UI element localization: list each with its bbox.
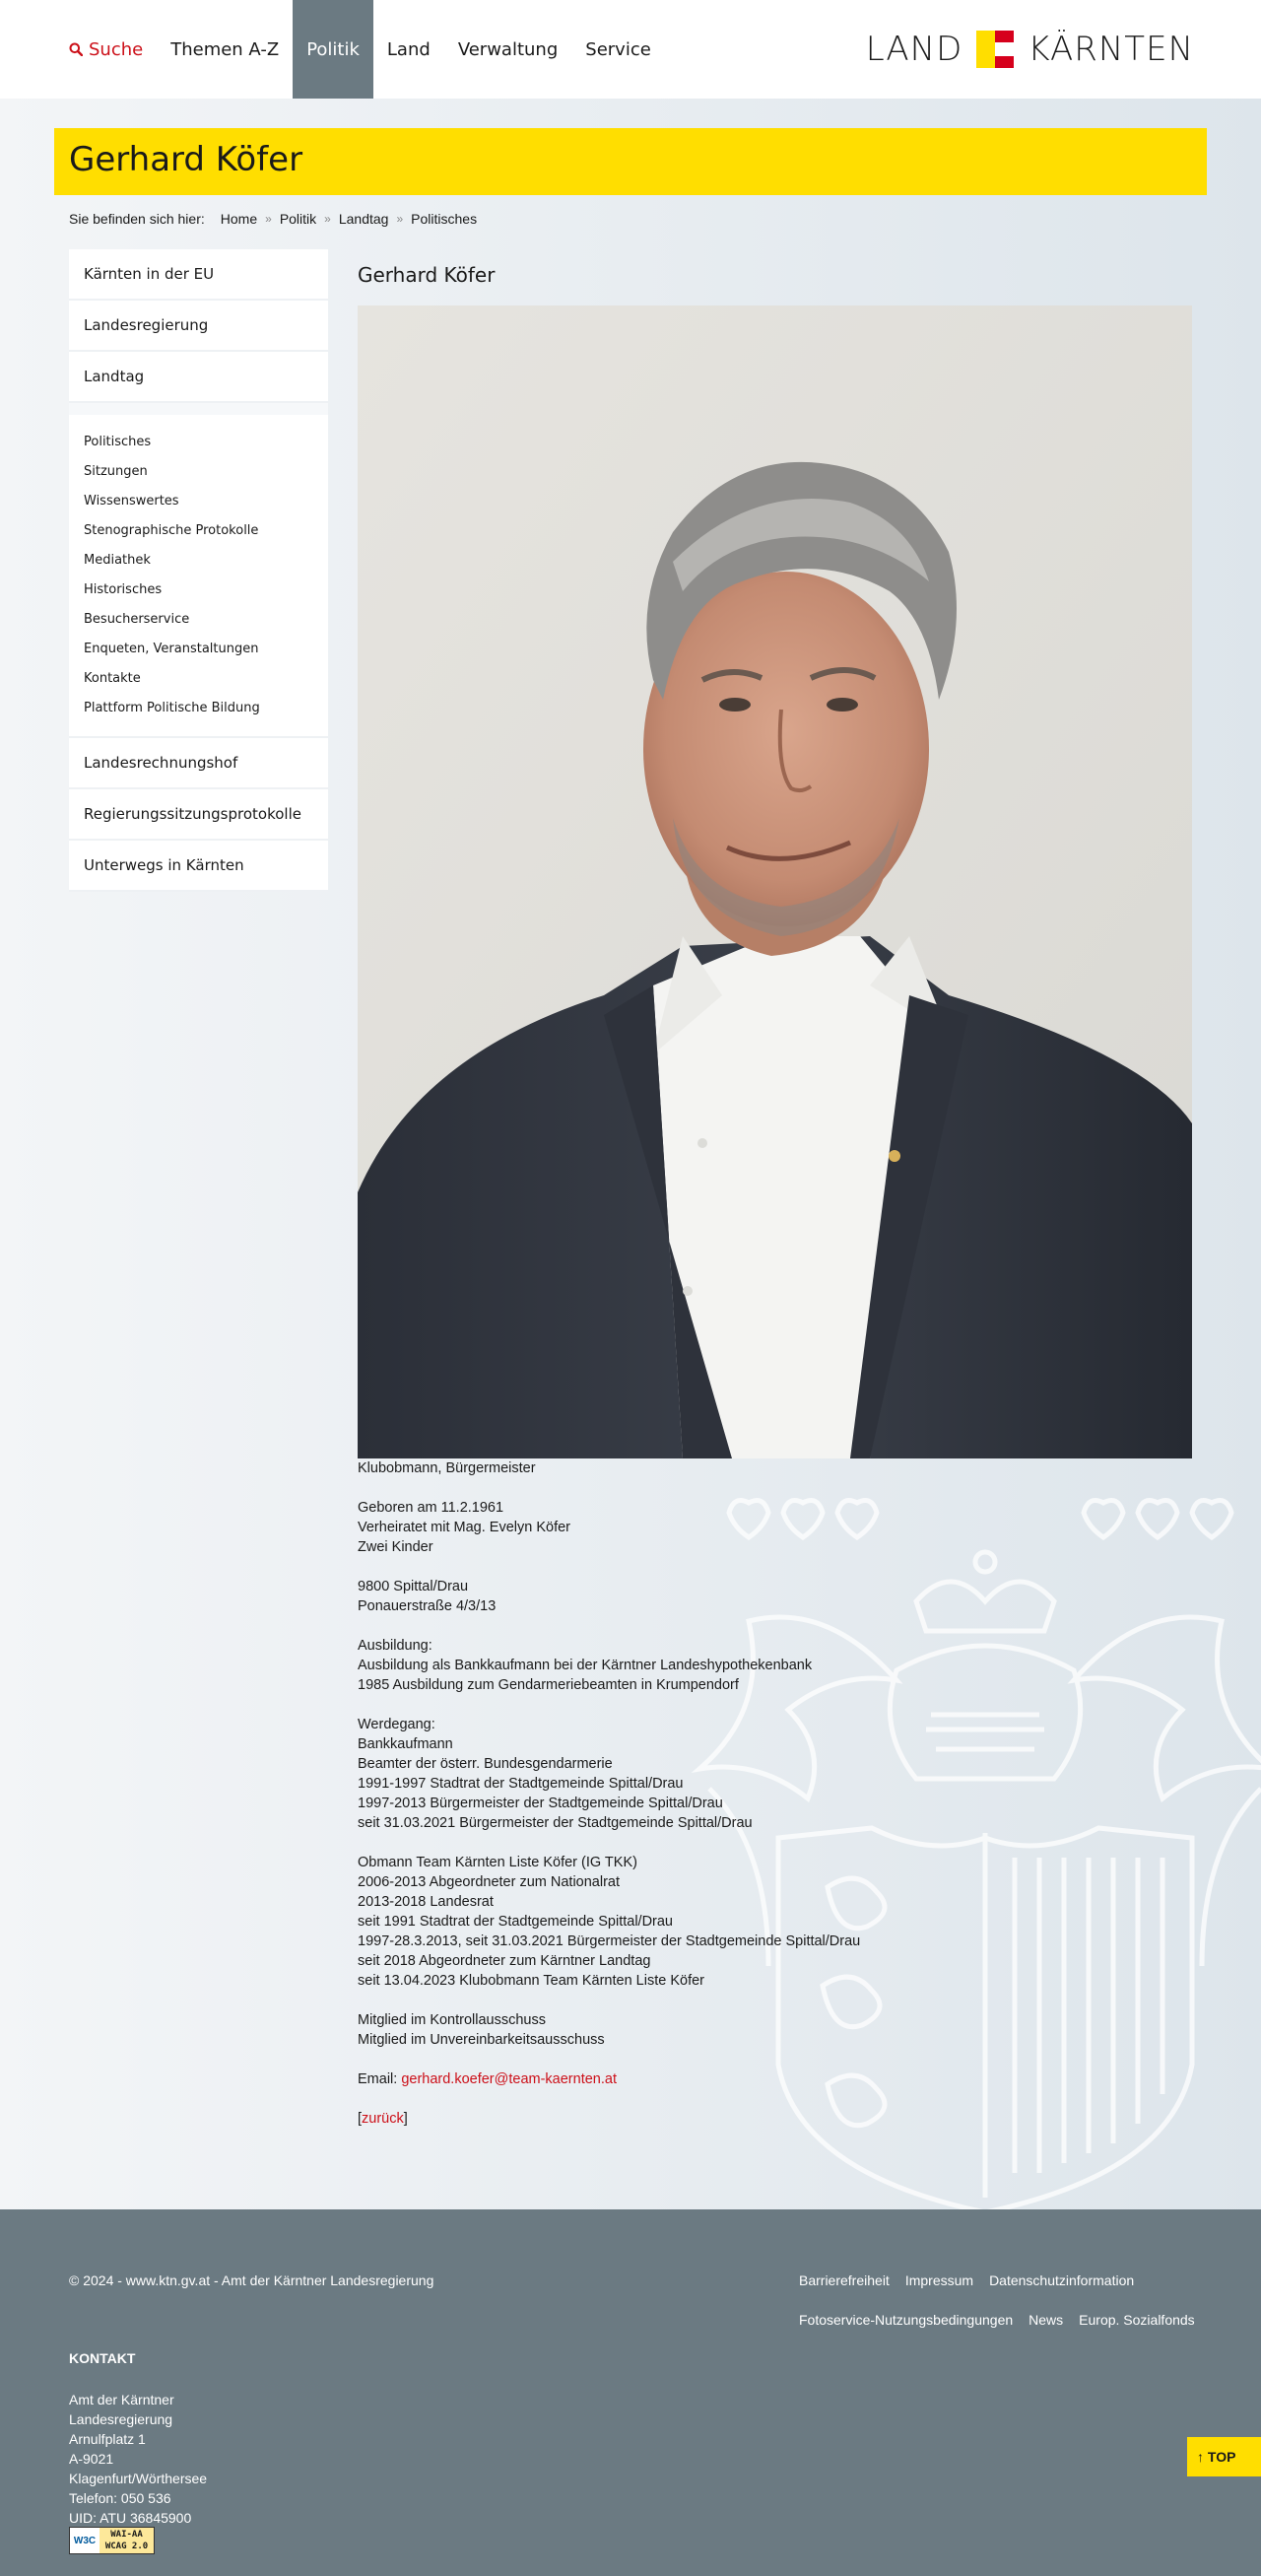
nav-politik[interactable]: Politik xyxy=(293,0,373,99)
sidebar-subitem-besucherservice[interactable]: Besucherservice xyxy=(84,611,190,627)
bio-career-line: Bankkaufmann xyxy=(358,1736,453,1752)
sidebar-subitem-protokolle[interactable]: Stenographische Protokolle xyxy=(84,522,259,538)
content-heading: Gerhard Köfer xyxy=(358,263,496,287)
site-logo[interactable] xyxy=(866,30,1194,69)
footer-link-impressum[interactable]: Impressum xyxy=(904,2272,974,2288)
main-nav xyxy=(69,0,665,99)
bio-career-line: Beamter der österr. Bundesgendarmerie xyxy=(358,1756,613,1772)
breadcrumb-home[interactable]: Home xyxy=(220,211,258,227)
wcag-level-label: WAI-AA xyxy=(110,2530,143,2540)
email-link[interactable]: gerhard.koefer@team-kaernten.at xyxy=(401,2071,617,2087)
kontakt-line: UID: ATU 36845900 xyxy=(69,2510,192,2526)
sidebar-submenu-landtag xyxy=(69,403,328,738)
sidebar-subitem-plattform[interactable]: Plattform Politische Bildung xyxy=(84,700,260,715)
logo-text-land: LAND xyxy=(865,30,963,69)
sidebar-item-landtag[interactable]: Landtag xyxy=(69,352,328,403)
breadcrumb-separator-icon: » xyxy=(265,212,272,226)
kontakt-line: Telefon: 050 536 xyxy=(69,2490,171,2506)
bio-career-line: 1997-2013 Bürgermeister der Stadtgemeinde Spittal/Drau xyxy=(358,1796,723,1811)
bio-function-line: seit 13.04.2023 Klubobmann Team Kärnten Liste Köfer xyxy=(358,1973,704,1989)
portrait-image xyxy=(358,305,1192,1458)
sidebar-item-landesregierung[interactable]: Landesregierung xyxy=(69,301,328,352)
bio-career-line: 1991-1997 Stadtrat der Stadtgemeinde Spittal/Drau xyxy=(358,1776,684,1792)
sidebar-subitem-mediathek[interactable]: Mediathek xyxy=(84,552,151,568)
sidebar-item-landesrechnungshof[interactable]: Landesrechnungshof xyxy=(69,738,328,789)
footer-link-fotoservice[interactable]: Fotoservice-Nutzungsbedingungen xyxy=(799,2312,1014,2328)
bio-personal-line: Verheiratet mit Mag. Evelyn Köfer xyxy=(358,1520,570,1535)
kontakt-line: Klagenfurt/Wörthersee xyxy=(69,2471,208,2486)
sidebar-subitem-kontakte[interactable]: Kontakte xyxy=(84,670,141,686)
site-footer xyxy=(0,2209,1261,2576)
sidebar-item-unterwegs[interactable]: Unterwegs in Kärnten xyxy=(69,841,328,892)
bio-function-line: 2013-2018 Landesrat xyxy=(358,1894,494,1910)
bio-personal-line: Geboren am 11.2.1961 xyxy=(358,1500,504,1516)
footer-kontakt-heading: KONTAKT xyxy=(69,2350,136,2366)
bio-function-line: 1997-28.3.2013, seit 31.03.2021 Bürgermeister der Stadtgemeinde Spittal/Drau xyxy=(358,1933,861,1949)
nav-service[interactable]: Service xyxy=(585,38,651,60)
sidebar-subitem-historisches[interactable]: Historisches xyxy=(84,581,163,597)
bio-function-line: seit 2018 Abgeordneter zum Kärntner Landtag xyxy=(358,1953,651,1969)
kontakt-line: Landesregierung xyxy=(69,2411,173,2427)
bio-role: Klubobmann, Bürgermeister xyxy=(358,1460,536,1476)
kontakt-line: A-9021 xyxy=(69,2451,114,2467)
breadcrumb-separator-icon: » xyxy=(324,212,331,226)
bio-career-line: seit 31.03.2021 Bürgermeister der Stadtgemeinde Spittal/Drau xyxy=(358,1815,753,1831)
footer-links xyxy=(799,2272,1213,2351)
bio-address-line: Ponauerstraße 4/3/13 xyxy=(358,1598,497,1614)
bio-address-line: 9800 Spittal/Drau xyxy=(358,1579,469,1594)
wcag-version-label: WCAG 2.0 xyxy=(104,2542,149,2551)
breadcrumb xyxy=(69,211,477,227)
bio-personal-line: Zwei Kinder xyxy=(358,1539,433,1555)
nav-search-label: Suche xyxy=(89,38,144,60)
logo-text-kaernten: KÄRNTEN xyxy=(1028,30,1194,69)
sidebar-item-regierungssitzungsprotokolle[interactable]: Regierungssitzungsprotokolle xyxy=(69,789,328,841)
wcag-badge[interactable] xyxy=(69,2527,155,2554)
nav-search[interactable] xyxy=(69,0,157,99)
search-icon xyxy=(69,42,83,56)
page-title-bar xyxy=(54,128,1207,195)
bio-function-line: Obmann Team Kärnten Liste Köfer (IG TKK) xyxy=(358,1855,637,1870)
footer-kontakt-address xyxy=(69,2390,207,2528)
bio-education-heading: Ausbildung: xyxy=(358,1638,432,1654)
sidebar-subitem-sitzungen[interactable]: Sitzungen xyxy=(84,463,148,479)
sidebar-subitem-wissenswertes[interactable]: Wissenswertes xyxy=(84,493,179,508)
back-bracket-close: ] xyxy=(403,2111,408,2127)
bio-education-line: Ausbildung als Bankkaufmann bei der Kärntner Landeshypothekenbank xyxy=(358,1658,813,1673)
sidebar-nav xyxy=(69,249,328,892)
w3c-logo-icon: W3C xyxy=(70,2528,100,2553)
kontakt-line: Arnulfplatz 1 xyxy=(69,2431,146,2447)
bio-committee-line: Mitglied im Kontrollausschuss xyxy=(358,2012,546,2028)
back-link-row xyxy=(358,2109,1192,2129)
kontakt-line: Amt der Kärntner xyxy=(69,2392,174,2407)
wcag-level xyxy=(100,2528,154,2553)
nav-verwaltung[interactable]: Verwaltung xyxy=(457,38,559,60)
footer-link-datenschutz[interactable]: Datenschutzinformation xyxy=(989,2272,1135,2288)
bio-career-heading: Werdegang: xyxy=(358,1717,435,1732)
sidebar-subitem-politisches[interactable]: Politisches xyxy=(84,434,152,449)
breadcrumb-politik[interactable]: Politik xyxy=(279,211,317,227)
nav-land[interactable]: Land xyxy=(386,38,431,60)
portrait-photo xyxy=(358,305,1192,1458)
back-to-top-button[interactable]: ↑ TOP xyxy=(1187,2437,1261,2476)
footer-link-news[interactable]: News xyxy=(1029,2312,1064,2328)
site-header xyxy=(0,0,1261,99)
bio-education-line: 1985 Ausbildung zum Gendarmeriebeamten in Krumpendorf xyxy=(358,1677,739,1693)
back-link[interactable]: zurück xyxy=(362,2111,404,2127)
carinthia-flag-icon xyxy=(976,31,1014,68)
breadcrumb-landtag[interactable]: Landtag xyxy=(338,211,389,227)
email-label: Email: xyxy=(358,2071,398,2087)
page-title: Gerhard Köfer xyxy=(69,140,303,179)
bio-function-line: seit 1991 Stadtrat der Stadtgemeinde Spittal/Drau xyxy=(358,1914,673,1930)
main-content xyxy=(358,249,1192,2129)
back-bracket-open: [ xyxy=(358,2111,363,2127)
breadcrumb-label: Sie befinden sich hier: xyxy=(69,211,205,227)
footer-link-barrierefreiheit[interactable]: Barrierefreiheit xyxy=(799,2272,890,2288)
sidebar-subitem-enqueten[interactable]: Enqueten, Veranstaltungen xyxy=(84,641,259,656)
breadcrumb-separator-icon: » xyxy=(396,212,404,226)
sidebar-item-kaernten-eu[interactable]: Kärnten in der EU xyxy=(69,249,328,301)
biography-text xyxy=(358,1458,1192,2129)
footer-link-sozialfonds[interactable]: Europ. Sozialfonds xyxy=(1079,2312,1195,2328)
bio-committee-line: Mitglied im Unvereinbarkeitsausschuss xyxy=(358,2032,605,2048)
breadcrumb-politisches[interactable]: Politisches xyxy=(411,211,478,227)
footer-copyright: © 2024 - www.ktn.gv.at - Amt der Kärntner Landesregierung xyxy=(69,2272,434,2288)
bio-email xyxy=(358,2069,1192,2089)
bio-function-line: 2006-2013 Abgeordneter zum Nationalrat xyxy=(358,1874,621,1890)
nav-themen[interactable]: Themen A-Z xyxy=(170,38,280,60)
